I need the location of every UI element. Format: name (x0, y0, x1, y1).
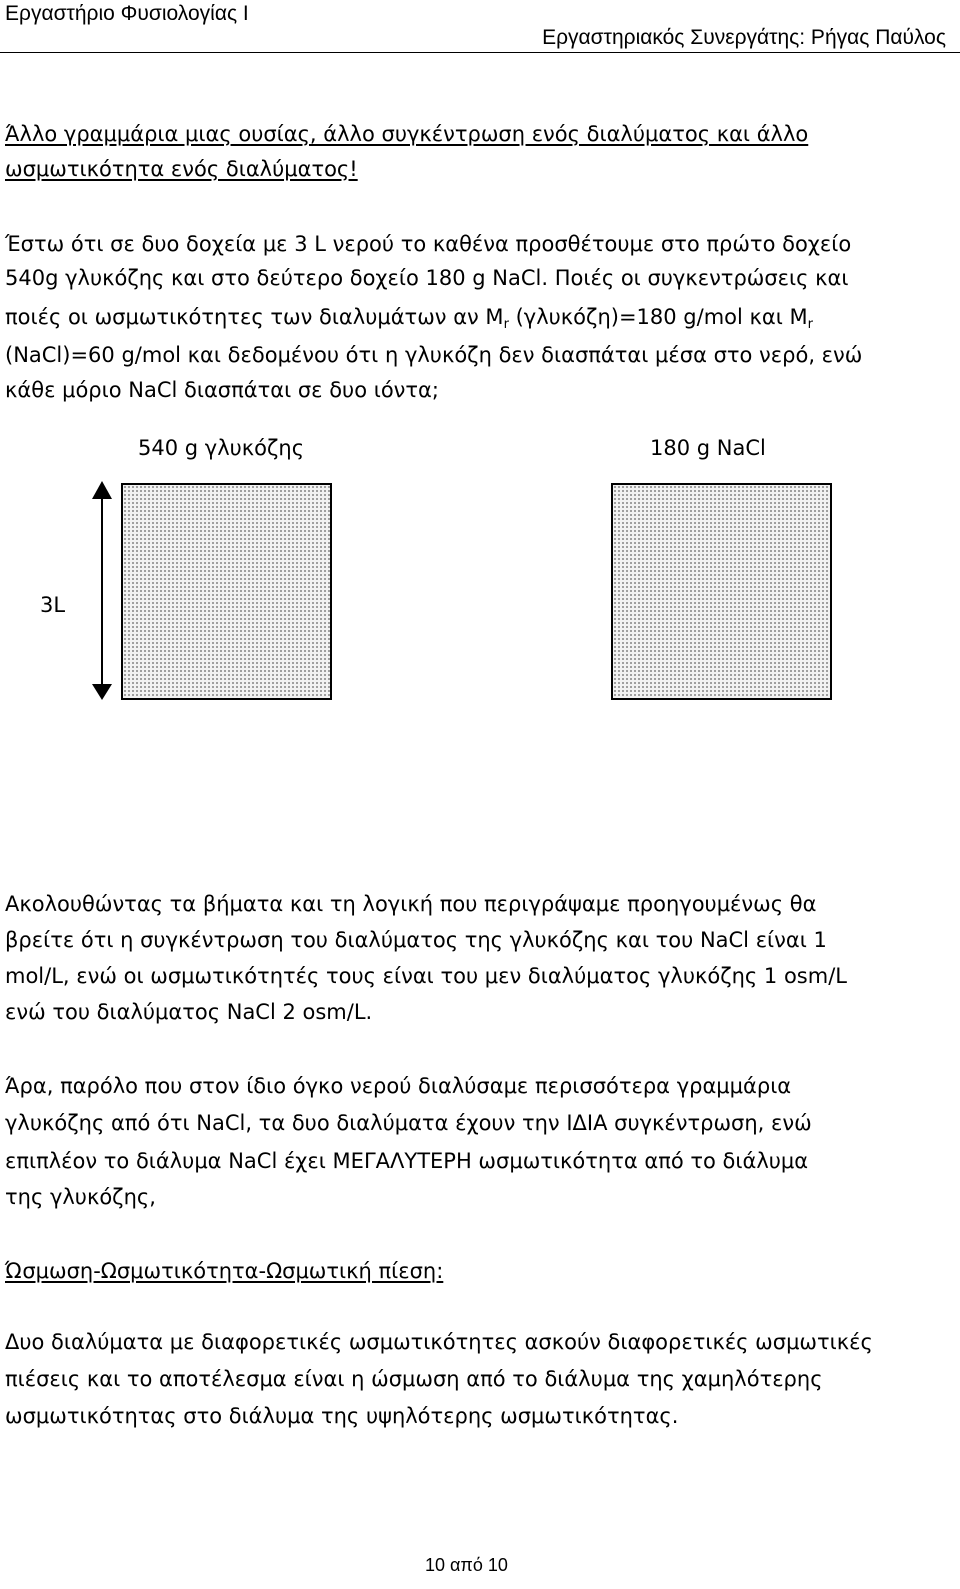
conclusion-line-3: επιπλέον το διάλυμα NaCl έχει ΜΕΓΑΛΥΤΕΡΗ ωσμωτικότητα από το διάλυμα (5, 1149, 809, 1173)
intro-line-1: Άλλο γραμμάρια μιας ουσίας, άλλο συγκέντρωση ενός διαλύματος και άλλο (5, 122, 809, 146)
container-2-label: 180 g NaCl (650, 436, 766, 460)
osmosis-line-1: Δυο διαλύματα με διαφορετικές ωσμωτικότητες ασκούν διαφορετικές ωσμωτικές (5, 1330, 873, 1354)
subscript-r-2: r (807, 317, 813, 332)
answer-line-2: βρείτε ότι η συγκέντρωση του διαλύματος της γλυκόζης και του NaCl είναι 1 (5, 928, 827, 952)
answer-line-4: ενώ του διαλύματος NaCl 2 osm/L. (5, 1000, 373, 1024)
header-title: Εργαστήριο Φυσιολογίας Ι (5, 2, 249, 25)
container-1-label: 540 g γλυκόζης (138, 436, 305, 460)
answer-line-1: Ακολουθώντας τα βήματα και τη λογική που περιγράψαμε προηγουμένως θα (5, 892, 817, 916)
problem-line-1: Έστω ότι σε δυο δοχεία με 3 L νερού το καθένα προσθέτουμε στο πρώτο δοχείο (5, 232, 852, 256)
osmosis-line-3: ωσμωτικότητας στο διάλυμα της υψηλότερης ωσμωτικότητας. (5, 1404, 679, 1428)
conclusion-line-2: γλυκόζης από ότι NaCl, τα δυο διαλύματα έχουν την ΙΔΙΑ συγκέντρωση, ενώ (5, 1111, 812, 1135)
conclusion-line-1: Άρα, παρόλο που στον ίδιο όγκο νερού διαλύσαμε περισσότερα γραμμάρια (5, 1074, 792, 1098)
page-number: 10 από 10 (425, 1555, 508, 1575)
volume-arrow-shaft (101, 496, 103, 692)
problem-line-3-a: ποιές οι ωσμωτικότητες των διαλυμάτων αν M (5, 305, 504, 329)
volume-label: 3L (40, 593, 66, 617)
problem-line-2: 540g γλυκόζης και στο δεύτερο δοχείο 180 g NaCl. Ποιές οι συγκεντρώσεις και (5, 266, 849, 290)
problem-line-3 (5, 301, 813, 337)
header-author: Εργαστηριακός Συνεργάτης: Ρήγας Παύλος (542, 26, 946, 49)
conclusion-line-4: της γλυκόζης, (5, 1185, 156, 1209)
arrow-up-icon (92, 481, 112, 499)
intro-line-2: ωσμωτικότητα ενός διαλύματος! (5, 157, 358, 181)
problem-line-5: κάθε μόριο NaCl διασπάται σε δυο ιόντα; (5, 378, 439, 402)
subscript-r-1: r (503, 317, 509, 332)
nacl-container (611, 483, 832, 700)
header-divider (0, 52, 960, 53)
problem-line-3-b: (γλυκόζη)=180 g/mol και M (508, 305, 808, 329)
osmosis-heading: Ώσμωση-Ωσμωτικότητα-Ωσμωτική πίεση: (5, 1259, 444, 1283)
answer-line-3: mol/L, ενώ οι ωσμωτικότητές τους είναι του μεν διαλύματος γλυκόζης 1 osm/L (5, 964, 847, 988)
glucose-container (121, 483, 332, 700)
problem-line-4: (NaCl)=60 g/mol και δεδομένου ότι η γλυκόζη δεν διασπάται μέσα στο νερό, ενώ (5, 343, 863, 367)
osmosis-line-2: πιέσεις και το αποτέλεσμα είναι η ώσμωση από το διάλυμα της χαμηλότερης (5, 1367, 823, 1391)
arrow-down-icon (92, 684, 112, 700)
